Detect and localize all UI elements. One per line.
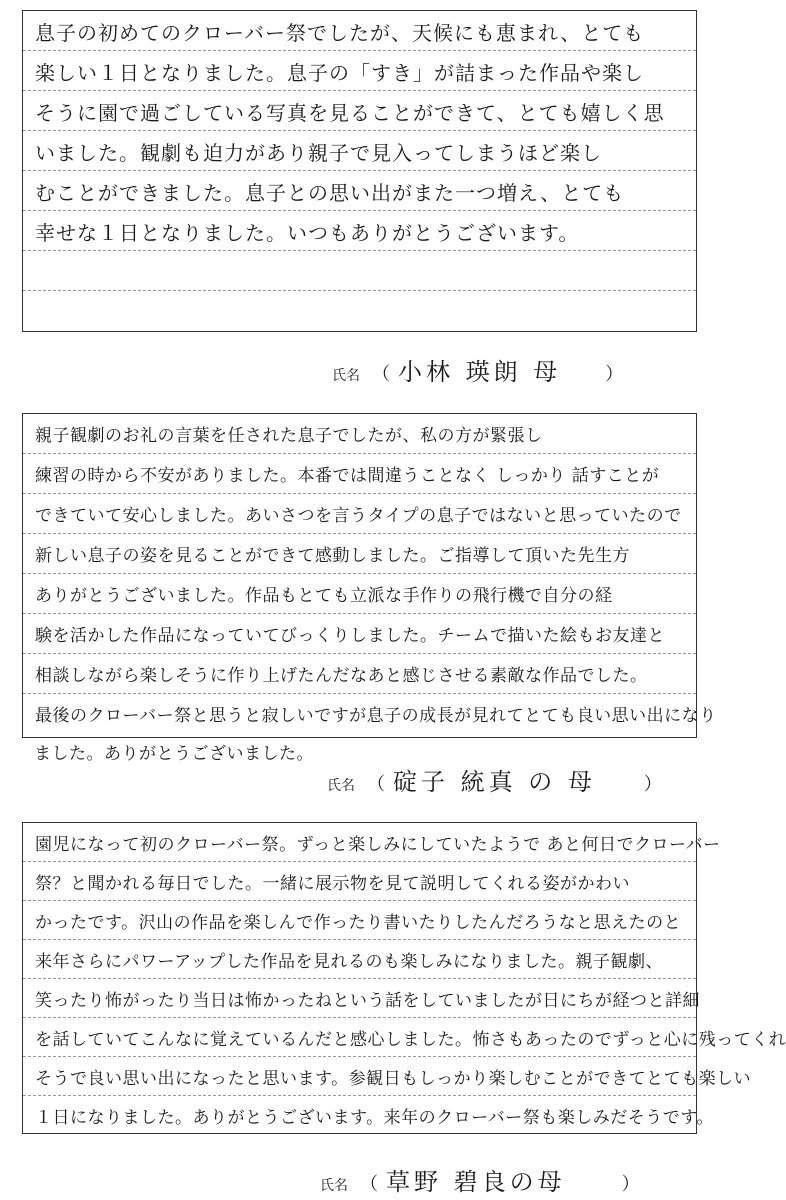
comment-box-2	[22, 413, 717, 738]
comment-line: そうに園で過ごしている写真を見ることができて、とても嬉しく思	[23, 91, 696, 131]
signature-name: 草野 碧良の母	[386, 1168, 566, 1196]
comment-line	[23, 291, 696, 331]
comment-line: １日になりました。ありがとうございます。来年のクローバー祭も楽しみだそうです。	[35, 1108, 714, 1128]
signature-label: 氏名	[327, 778, 355, 794]
signature-label: 氏名	[320, 1178, 348, 1194]
signature-close-paren: ）	[643, 774, 662, 795]
signature-open-paren: （	[372, 364, 390, 385]
comment-line: 相談しながら楽しそうに作り上げたんだなあと感じさせる素敵な作品でした。	[23, 654, 696, 694]
comment-line: 笑ったり怖がったり当日は怖かったねという話をしていましたが日にちが経つと詳細	[23, 979, 696, 1018]
signature-name: 小林 瑛朗 母	[398, 358, 562, 386]
signature-1	[332, 352, 631, 387]
comment-line: ありがとうございました。作品もとても立派な手作りの飛行機で自分の経	[23, 574, 696, 614]
comment-lines	[23, 823, 786, 1133]
comment-line: 最後のクローバー祭と思うと寂しいですが息子の成長が見れてとても良い思い出になり	[35, 706, 717, 726]
comment-line: を話していてこんなに覚えているんだと感心しました。怖さもあったのでずっと心に残ってくれ	[23, 1018, 696, 1057]
signature-label: 氏名	[332, 368, 360, 384]
signature-open-paren: （	[367, 774, 385, 795]
comment-line: 園児になって初のクローバー祭。ずっと楽しみにしていたようで あと何日でクローバー	[23, 823, 696, 862]
signature-close-paren: ）	[621, 1174, 640, 1195]
signature-close-paren: ）	[605, 364, 624, 385]
comment-line: 練習の時から不安がありました。本番では間違うことなく しっかり 話すことが	[23, 454, 696, 494]
comment-line: 来年さらにパワーアップした作品を見れるのも楽しみになりました。親子観劇、	[23, 940, 696, 979]
comment-line: そうで良い思い出になったと思います。参観日もしっかり楽しむことができてとても楽しい	[23, 1057, 696, 1096]
comment-line: 祭？と聞かれる毎日でした。一緒に展示物を見て説明してくれる姿がかわい	[23, 862, 696, 901]
comment-line: 息子の初めてのクローバー祭でしたが、天候にも恵まれ、とても	[23, 11, 696, 51]
signature-name: 碇子 統真 の 母	[393, 768, 596, 796]
comment-box-3	[22, 822, 786, 1134]
comment-box-1	[22, 10, 697, 332]
comment-line: いました。観劇も迫力があり親子で見入ってしまうほど楽し	[23, 131, 696, 171]
comment-overflow-line	[22, 739, 314, 764]
comment-line: むことができました。息子との思い出がまた一つ増え、とても	[23, 171, 696, 211]
comment-line	[23, 251, 696, 291]
comment-lines	[23, 11, 696, 331]
comment-line: 幸せな１日となりました。いつもありがとうございます。	[23, 211, 696, 251]
signature-open-paren: （	[360, 1174, 378, 1195]
comment-line: 親子観劇のお礼の言葉を任された息子でしたが、私の方が緊張し	[23, 414, 696, 454]
signature-2-line	[327, 762, 670, 797]
signature-3	[320, 1162, 648, 1197]
comment-lines	[23, 414, 717, 737]
comment-line: 楽しい１日となりました。息子の「すき」が詰まった作品や楽し	[23, 51, 696, 91]
comment-line: 験を活かした作品になっていてびっくりしました。チームで描いた絵もお友達と	[23, 614, 696, 654]
comment-line: できていて安心しました。あいさつを言うタイプの息子ではないと思っていたので	[23, 494, 696, 534]
comment-line: ました。ありがとうございました。	[34, 744, 314, 764]
comment-line: かったです。沢山の作品を楽しんで作ったり書いたりしたんだろうなと思えたのと	[23, 901, 696, 940]
comment-line: 新しい息子の姿を見ることができて感動しました。ご指導して頂いた先生方	[23, 534, 696, 574]
